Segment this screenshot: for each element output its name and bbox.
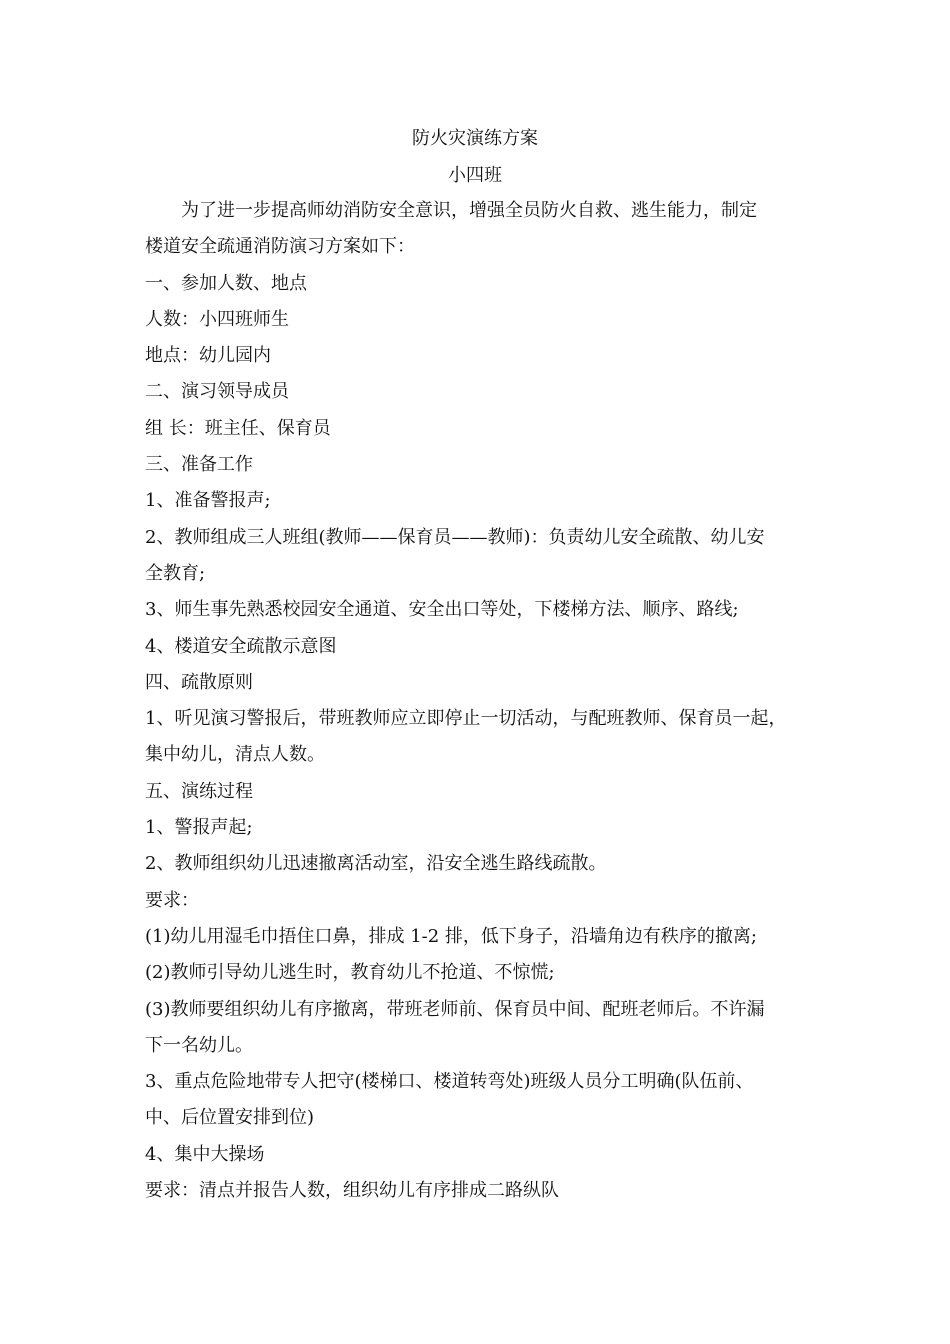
section-heading-3: 三、准备工作 bbox=[145, 454, 253, 476]
prep-item-2: 2、教师组成三人班组(教师——保育员——教师)：负责幼儿安全疏散、幼儿安 bbox=[145, 526, 765, 548]
location-line: 地点：幼儿园内 bbox=[145, 345, 271, 367]
requirement-2: (2)教师引导幼儿逃生时，教育幼儿不抢道、不惊慌; bbox=[145, 962, 555, 984]
document-title: 防火灾演练方案 bbox=[412, 128, 538, 149]
principle-item-1-cont: 集中幼儿，清点人数。 bbox=[145, 744, 325, 766]
process-item-4: 4、集中大操场 bbox=[145, 1143, 265, 1165]
prep-item-2-cont: 全教育; bbox=[145, 562, 206, 584]
process-item-2: 2、教师组织幼儿迅速撤离活动室，沿安全逃生路线疏散。 bbox=[145, 853, 607, 875]
leader-line: 组 长：班主任、保育员 bbox=[145, 417, 331, 439]
prep-item-4: 4、楼道安全疏散示意图 bbox=[145, 635, 337, 657]
requirements-label: 要求： bbox=[145, 889, 199, 911]
process-item-3-cont: 中、后位置安排到位) bbox=[145, 1107, 315, 1129]
section-heading-5: 五、演练过程 bbox=[145, 780, 253, 802]
prep-item-3: 3、师生事先熟悉校园安全通道、安全出口等处，下楼梯方法、顺序、路线; bbox=[145, 599, 739, 621]
prep-item-1: 1、准备警报声; bbox=[145, 490, 271, 512]
section-heading-4: 四、疏散原则 bbox=[145, 671, 253, 693]
requirement-3-cont: 下一名幼儿。 bbox=[145, 1034, 253, 1056]
principle-item-1: 1、听见演习警报后，带班教师应立即停止一切活动，与配班教师、保育员一起， bbox=[145, 708, 787, 730]
document-subtitle: 小四班 bbox=[448, 165, 502, 186]
section-heading-1: 一、参加人数、地点 bbox=[145, 272, 307, 294]
intro-line-1: 为了进一步提高师幼消防安全意识，增强全员防火自救、逃生能力，制定 bbox=[181, 200, 757, 221]
section-heading-2: 二、演习领导成员 bbox=[145, 381, 289, 403]
process-item-1: 1、警报声起; bbox=[145, 817, 253, 839]
participants-line: 人数：小四班师生 bbox=[145, 308, 289, 330]
requirement-3: (3)教师要组织幼儿有序撤离，带班老师前、保育员中间、配班老师后。不许漏 bbox=[145, 998, 765, 1020]
process-item-3: 3、重点危险地带专人把守(楼梯口、楼道转弯处)班级人员分工明确(队伍前、 bbox=[145, 1071, 754, 1093]
requirement-1: (1)幼儿用湿毛巾捂住口鼻，排成 1-2 排，低下身子，沿墙角边有秩序的撤离; bbox=[145, 925, 757, 947]
document-body bbox=[145, 193, 820, 1209]
final-requirement: 要求：清点并报告人数，组织幼儿有序排成二路纵队 bbox=[145, 1180, 559, 1202]
intro-line-2: 楼道安全疏通消防演习方案如下： bbox=[145, 236, 415, 258]
